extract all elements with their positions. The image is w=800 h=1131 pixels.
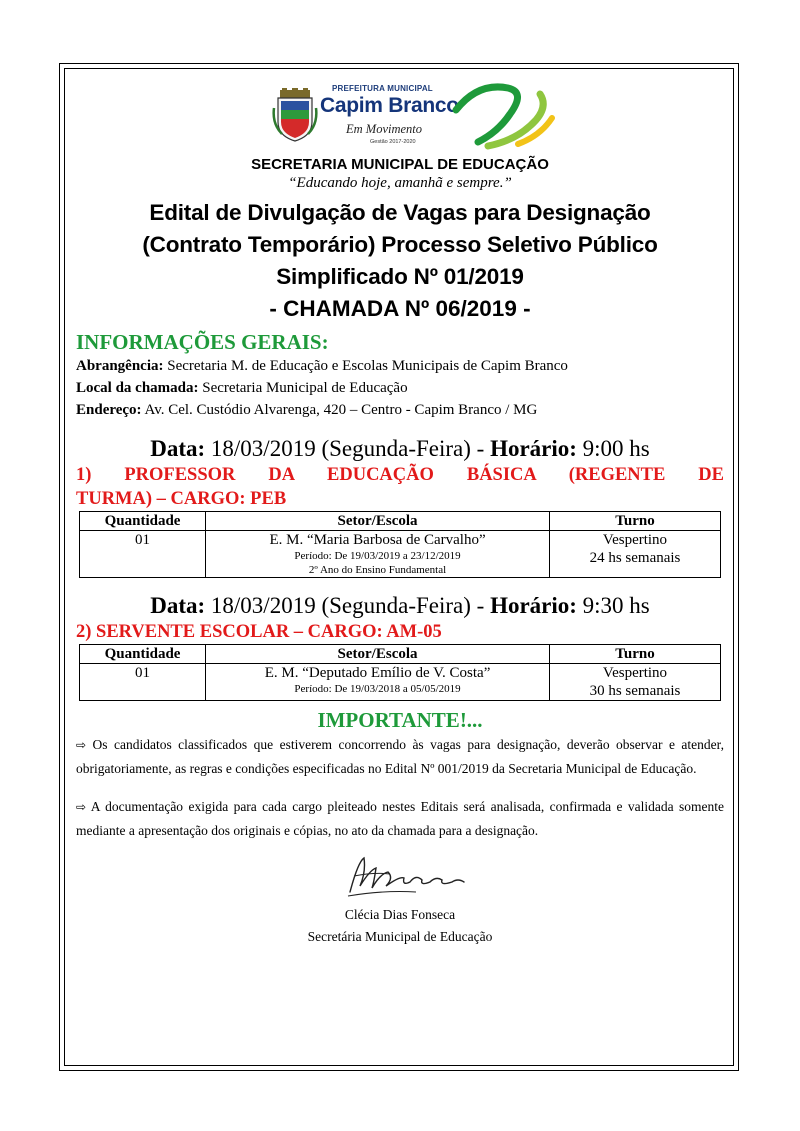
section-1-cargo-line-1: 1) PROFESSOR DA EDUCAÇÃO BÁSICA (REGENTE DE [76,465,724,485]
horario-label: Horário: [490,593,577,618]
section-1-cargo-line-2: TURMA) – CARGO: PEB [76,489,287,509]
data-value: 18/03/2019 (Segunda-Feira) - [205,436,491,461]
info-heading: INFORMAÇÕES GERAIS: [76,330,329,354]
info-local [76,377,724,399]
edital-title-line-1: Edital de Divulgação de Vagas para Designação [149,200,651,225]
header-setor: Setor/Escola [206,512,550,531]
cell-turno [549,531,720,578]
importante-paragraph-1 [76,733,724,780]
header-turno: Turno [549,645,720,664]
turno-value: Vespertino [602,665,668,681]
logo-gestao: Gestão 2017-2020 [370,139,416,145]
table-row [80,531,721,578]
carga-horaria: 24 hs semanais [589,550,681,566]
local-value: Secretaria Municipal de Educação [198,380,408,396]
paragraph-2-text: A documentação exigida para cada cargo pleiteado nestes Editais será analisada, confirmada e validada somente mediante a apresentação dos originais e cópias, no ato da chamada para a designação. [76,799,724,838]
turno-value: Vespertino [602,532,668,548]
cell-setor [206,664,550,701]
logo-swoosh-icon [448,80,558,150]
municipal-crest-icon [272,88,318,142]
right-arrow-icon: ⇨ [76,738,87,752]
periodo: Período: De 19/03/2018 a 05/05/2019 [294,683,461,695]
chamada-number: - CHAMADA Nº 06/2019 - [269,296,531,321]
horario-label: Horário: [490,436,577,461]
local-label: Local da chamada: [76,380,199,396]
secretaria-motto: “Educando hoje, amanhã e sempre.” [288,175,512,191]
horario-value: 9:00 hs [576,436,650,461]
paragraph-1-text: Os candidatos classificados que estiverem concorrendo às vagas para designação, deverão observar e atender, obrigatoriamente, as regras e condições especificadas no Edital Nº 001/2019 da Secretaria Municipal de Educação. [76,737,724,776]
document-content [76,78,724,948]
importante-heading: IMPORTANTE!... [317,708,483,732]
section-1-table [79,511,721,578]
logo-city-name: Capim Branco [320,94,459,117]
endereco-label: Endereço: [76,402,142,418]
logo-slogan: Em Movimento [346,122,423,136]
importante-paragraph-2 [76,795,724,842]
section-2-cargo: 2) SERVENTE ESCOLAR – CARGO: AM-05 [76,622,442,642]
escola-name: E. M. “Deputado Emílio de V. Costa” [264,665,491,681]
handwritten-signature [344,852,474,902]
data-value: 18/03/2019 (Segunda-Feira) - [205,593,491,618]
data-label: Data: [150,436,206,461]
abrangencia-value: Secretaria M. de Educação e Escolas Municipais de Capim Branco [163,358,568,374]
carga-horaria: 30 hs semanais [589,683,681,699]
edital-title-line-2: (Contrato Temporário) Processo Seletivo Público [142,232,658,257]
signature-block [76,852,724,904]
edital-title [76,197,724,293]
escola-name: E. M. “Maria Barbosa de Carvalho” [269,532,486,548]
table-header-row [80,512,721,531]
endereco-value: Av. Cel. Custódio Alvarenga, 420 – Centro - Capim Branco / MG [141,402,538,418]
section-2-table [79,644,721,701]
header-quantidade: Quantidade [80,645,206,664]
header-setor: Setor/Escola [206,645,550,664]
header-turno: Turno [549,512,720,531]
cell-quantidade: 01 [80,531,206,578]
cell-setor [206,531,550,578]
table-row [80,664,721,701]
horario-value: 9:30 hs [576,593,650,618]
edital-title-line-3: Simplificado Nº 01/2019 [276,264,524,289]
section-1-date [76,435,724,463]
right-arrow-icon: ⇨ [76,800,87,814]
cell-quantidade: 01 [80,664,206,701]
logo-prefeitura-text: PREFEITURA MUNICIPAL [332,84,433,93]
secretaria-title: SECRETARIA MUNICIPAL DE EDUCAÇÃO [251,156,549,173]
table-header-row [80,645,721,664]
abrangencia-label: Abrangência: [76,358,164,374]
header-quantidade: Quantidade [80,512,206,531]
data-label: Data: [150,593,206,618]
periodo: Período: De 19/03/2019 a 23/12/2019 [294,550,461,562]
section-2-date [76,592,724,620]
signatory-role: Secretária Municipal de Educação [307,929,493,944]
prefeitura-logo [76,78,724,150]
info-abrangencia [76,355,724,377]
signatory-name: Clécia Dias Fonseca [344,907,456,922]
cell-turno [549,664,720,701]
info-endereco [76,399,724,421]
ano-ensino: 2º Ano do Ensino Fundamental [308,564,447,576]
